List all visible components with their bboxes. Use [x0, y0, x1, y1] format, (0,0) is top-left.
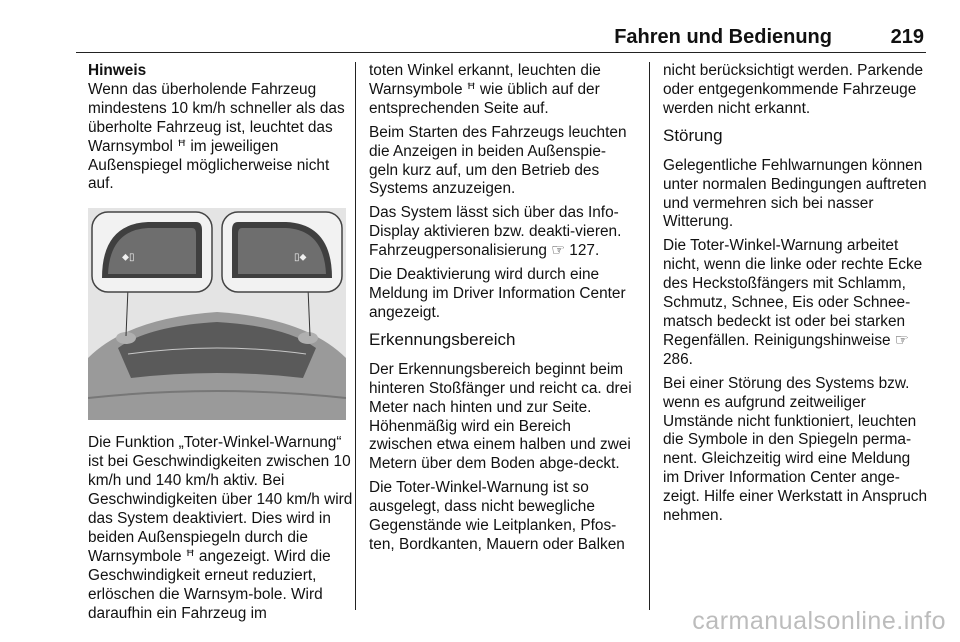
column-divider	[355, 62, 356, 610]
paragraph: nicht berücksichtigt werden. Parkende oder entgegenkommende Fahrzeuge werden nicht erkannt.	[663, 62, 924, 117]
section-heading-fault: Störung	[663, 125, 723, 145]
paragraph: toten Winkel erkannt, leuchten die Warnsymbole ꟸ wie üblich auf der entsprechenden Seite auf.	[369, 62, 601, 117]
svg-text:▯⬥: ▯⬥	[294, 252, 307, 264]
note-title: Hinweis	[88, 62, 147, 79]
column-right	[663, 62, 929, 531]
paragraph: Der Erkennungsbereich beginnt beim hinteren Stoßfänger und reicht ca. drei Meter nach hinten und zur Seite. Höhenmäßig wird ein Bereich zwischen etwa einem halben und zwei Metern über dem Boden abge-deckt.	[369, 360, 632, 473]
column-middle	[369, 62, 635, 560]
watermark: carmanualsonline.info	[692, 607, 946, 635]
page-number: 219	[890, 26, 924, 48]
chapter-title: Fahren und Bedienung	[614, 26, 832, 48]
paragraph: Die Deaktivierung wird durch eine Meldung im Driver Information Center angezeigt.	[369, 266, 626, 321]
right-mirror-image	[222, 212, 342, 292]
left-mirror-image	[92, 212, 212, 292]
section-heading-detection: Erkennungsbereich	[369, 329, 516, 349]
paragraph: Die Funktion „Toter-Winkel-Warnung“ ist bei Geschwindigkeiten zwischen 10 km/h und 140 km/h aktiv. Bei Geschwindigkeiten über 140 km/h wird das System deaktiviert. Dies wird in beiden Außenspiegeln durch die Warnsymbole ꟸ angezeigt. Wird die Geschwindigkeit erneut reduziert, erlöschen die Warnsym-bole. Wird daraufhin ein Fahrzeug im	[88, 434, 353, 622]
paragraph: Bei einer Störung des Systems bzw. wenn es aufgrund zeitweiliger Umstände nicht funktioniert, leuchten die Symbole in den Spiegeln perma-nent. Gleichzeitig wird eine Meldung im Driver Information Center ange-zeigt. Hilfe einer Werkstatt in Anspruch nehmen.	[663, 374, 928, 525]
paragraph: Gelegentliche Fehlwarnungen können unter normalen Bedingungen auftreten und vermehren sich bei nasser Witterung.	[663, 156, 927, 231]
note-text: Wenn das überholende Fahrzeug mindestens 10 km/h schneller als das überholte Fahrzeug ist, leuchtet das Warnsymbol ꟸ im jeweiligen Außenspiegel möglicherweise nicht auf.	[88, 80, 345, 193]
column-left	[88, 62, 354, 628]
paragraph: Die Toter-Winkel-Warnung ist so ausgelegt, dass nicht bewegliche Gegenstände wie Leitplanken, Pfos-ten, Bordkanten, Mauern oder Balken	[369, 479, 625, 553]
paragraph: Die Toter-Winkel-Warnung arbeitet nicht, wenn die linke oder rechte Ecke des Heckstoßfängers mit Schlamm, Schmutz, Schnee, Eis oder Schnee-matsch bedeckt ist oder bei starken Regenfällen. Reinigungshinweise ☞ 286.	[663, 237, 923, 368]
paragraph: Das System lässt sich über das Info-Display aktivieren bzw. deakti-vieren. Fahrzeugpersonalisierung ☞ 127.	[369, 204, 622, 260]
header-divider	[76, 52, 926, 53]
paragraph: Beim Starten des Fahrzeugs leuchten die Anzeigen in beiden Außenspie-geln kurz auf, um den Betrieb des Systems anzuzeigen.	[369, 123, 627, 198]
mirror-illustration	[88, 208, 346, 420]
svg-text:⬥▯: ⬥▯	[122, 252, 135, 264]
column-divider	[649, 62, 650, 610]
